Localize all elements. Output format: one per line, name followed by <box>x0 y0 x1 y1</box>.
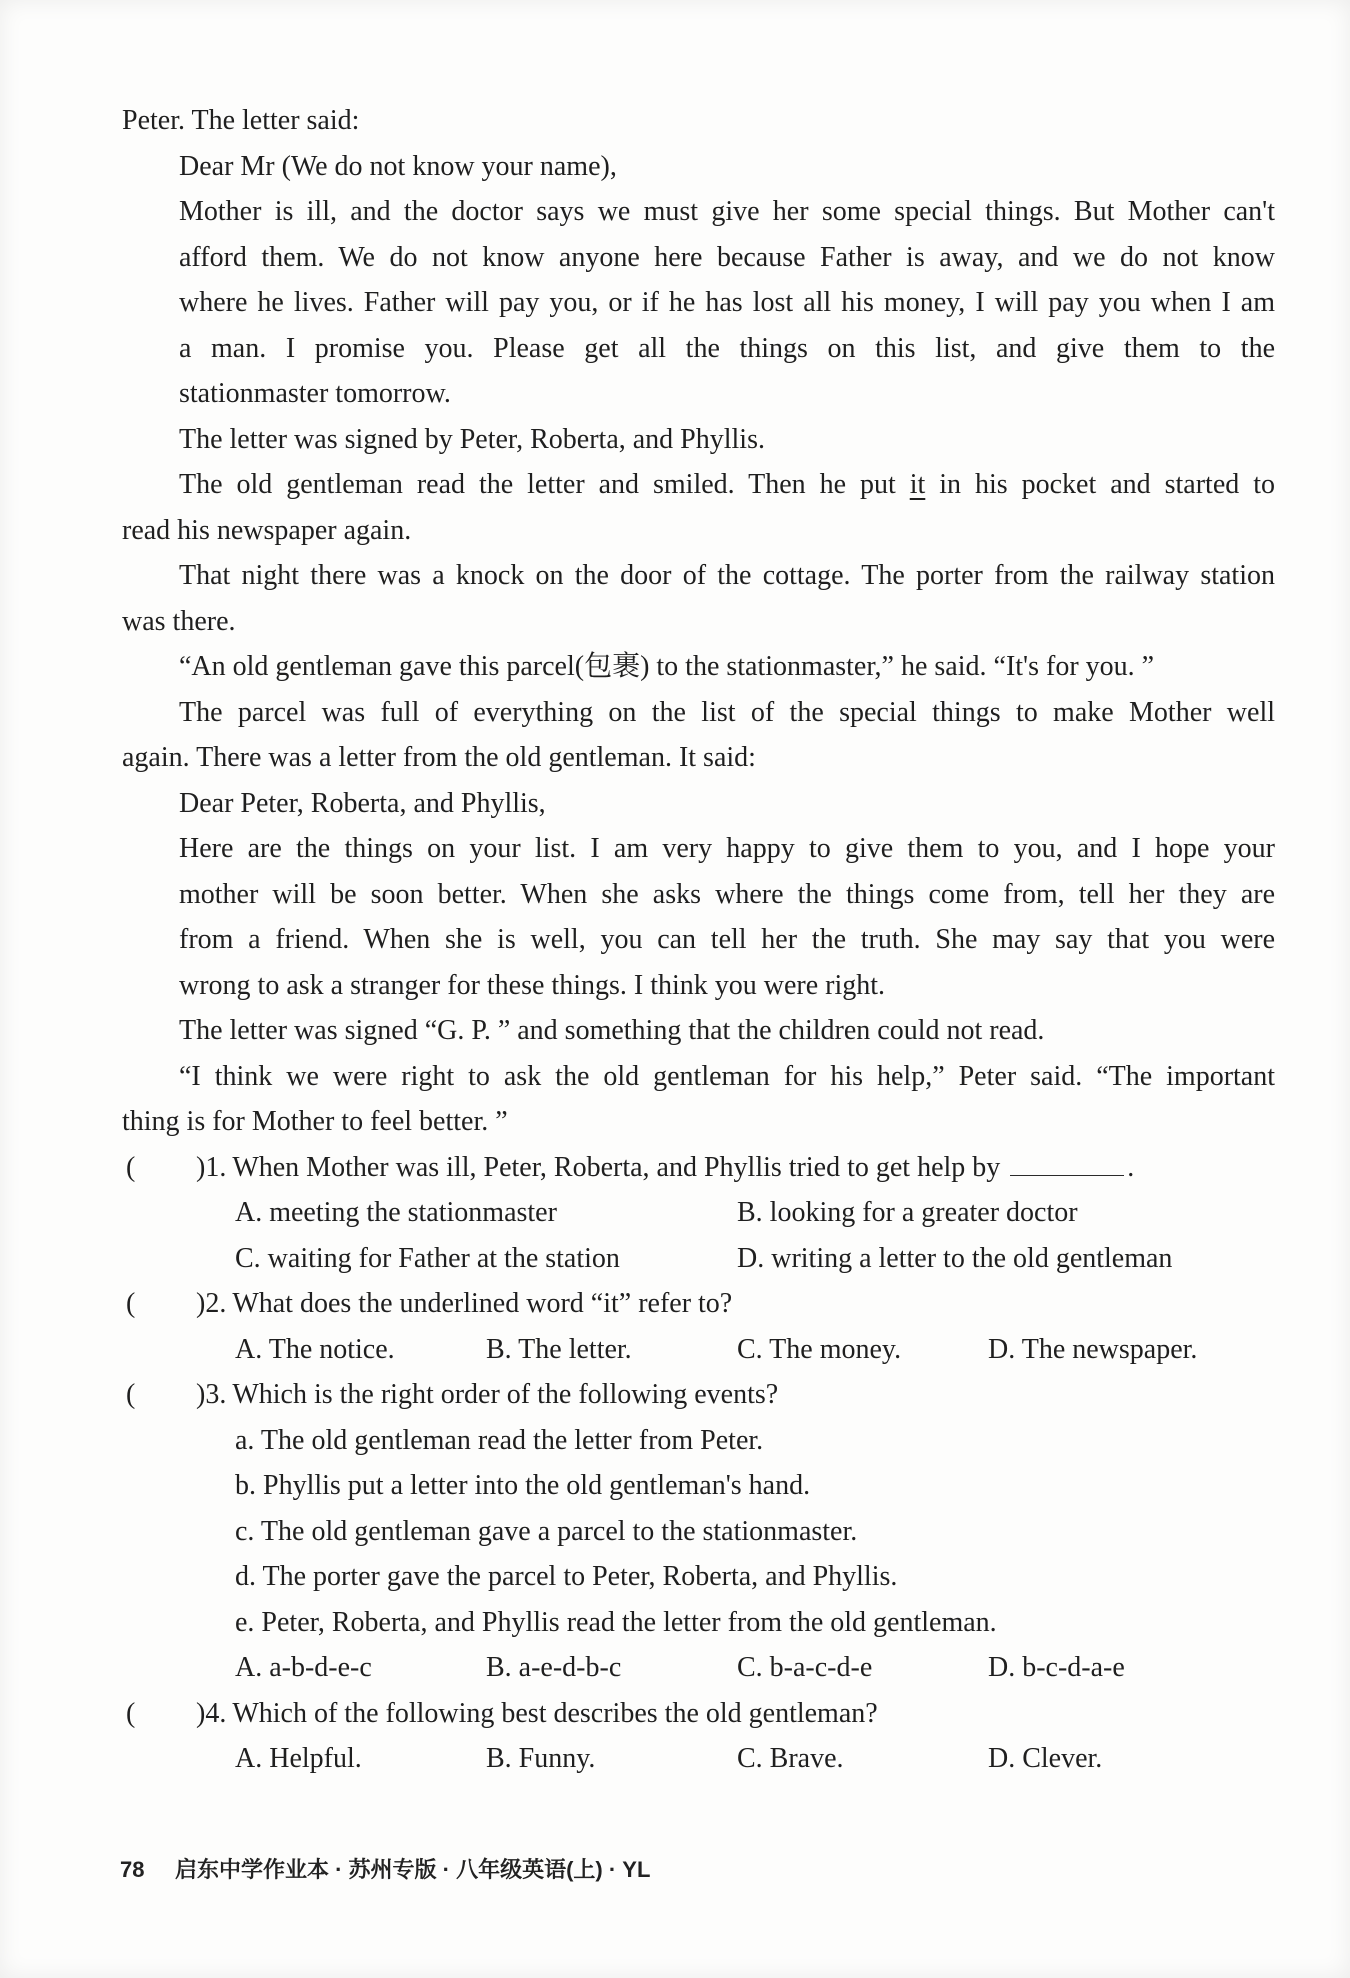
answer-bracket-close: ) <box>196 1288 206 1319</box>
options-row <box>0 1327 1350 1373</box>
event-item: c. The old gentleman gave a parcel to the stationmaster. <box>235 1515 858 1547</box>
letter-salutation: Dear Peter, Roberta, and Phyllis, <box>179 787 546 819</box>
passage-line: The letter was signed “G. P. ” and something that the children could not read. <box>179 1015 1045 1046</box>
question-number: 3. <box>205 1379 227 1410</box>
question-1 <box>0 1145 1350 1191</box>
passage-line: again. There was a letter from the old gentleman. It said: <box>122 742 756 773</box>
question-stem: Which of the following best describes the old gentleman? <box>232 1697 878 1729</box>
question-body <box>196 1372 778 1418</box>
passage-line: The parcel was full of everything on the list of the special things to make Mother well <box>179 696 1275 728</box>
event-item: d. The porter gave the parcel to Peter, Roberta, and Phyllis. <box>235 1561 898 1592</box>
question-2 <box>0 1281 1350 1327</box>
option-a: A. The notice. <box>235 1333 395 1365</box>
passage-line: wrong to ask a stranger for these things. I think you were right. <box>179 969 886 1001</box>
footer-title: 启东中学作业本 · 苏州专版 · 八年级英语(上) · YL <box>175 1857 651 1882</box>
passage-line: “I think we were right to ask the old gentleman for his help,” Peter said. “The important <box>179 1060 1275 1092</box>
option-d: D. Clever. <box>988 1743 1103 1774</box>
event-item: e. Peter, Roberta, and Phyllis read the letter from the old gentleman. <box>235 1606 997 1638</box>
passage-line: a man. I promise you. Please get all the things on this list, and give them to the <box>179 332 1275 364</box>
option-c: C. The money. <box>737 1333 902 1365</box>
passage-line: read his newspaper again. <box>122 514 412 546</box>
question-stem: What does the underlined word “it” refer to? <box>232 1288 733 1319</box>
answer-bracket: ( <box>126 1697 136 1729</box>
passage-and-questions <box>0 98 1350 1782</box>
page-footer <box>120 1852 650 1888</box>
option-a: A. a-b-d-e-c <box>235 1652 372 1683</box>
question-number: 2. <box>205 1288 227 1319</box>
answer-bracket: ( <box>126 1151 136 1183</box>
answer-blank <box>1010 1149 1124 1176</box>
option-b: B. Funny. <box>486 1743 596 1774</box>
passage-line: thing is for Mother to feel better. ” <box>122 1106 508 1137</box>
passage-line: from a friend. When she is well, you can tell her the truth. She may say that you were <box>179 924 1275 955</box>
answer-bracket-close: ) <box>196 1697 206 1729</box>
option-b: B. a-e-d-b-c <box>486 1652 622 1683</box>
option-b: B. The letter. <box>486 1333 632 1365</box>
answer-bracket-close: ) <box>196 1379 206 1410</box>
question-number: 1. <box>205 1151 227 1183</box>
question-end-punctuation: . <box>1127 1151 1135 1183</box>
option-d: D. b-c-d-a-e <box>988 1652 1125 1683</box>
passage-line: was there. <box>122 605 236 637</box>
passage-line: “An old gentleman gave this parcel(包裹) to the stationmaster,” he said. “It's for you. ” <box>179 651 1155 682</box>
options-row <box>0 1645 1350 1691</box>
event-item: a. The old gentleman read the letter from Peter. <box>235 1424 764 1456</box>
option-d: D. writing a letter to the old gentleman <box>737 1242 1173 1274</box>
passage-line: Peter. The letter said: <box>122 105 360 136</box>
passage-line: afford them. We do not know anyone here because Father is away, and we do not know <box>179 241 1275 273</box>
answer-bracket-close: ) <box>196 1151 206 1183</box>
question-3 <box>0 1372 1350 1418</box>
question-stem: Which is the right order of the following events? <box>232 1379 779 1410</box>
passage-line: Here are the things on your list. I am very happy to give them to you, and I hope your <box>179 833 1275 864</box>
option-c: C. Brave. <box>737 1743 844 1774</box>
option-b: B. looking for a greater doctor <box>737 1197 1078 1228</box>
option-a: A. meeting the stationmaster <box>235 1197 557 1228</box>
passage-line: The letter was signed by Peter, Roberta, and Phyllis. <box>179 423 765 455</box>
option-a: A. Helpful. <box>235 1743 362 1774</box>
question-4 <box>0 1691 1350 1737</box>
option-d: D. The newspaper. <box>988 1333 1198 1365</box>
question-body <box>196 1691 878 1737</box>
options-row <box>0 1190 1350 1236</box>
line-text: The old gentleman read the letter and smiled. Then he put <box>179 469 910 500</box>
page-number: 78 <box>120 1857 145 1882</box>
passage-line <box>0 462 1350 508</box>
question-body <box>196 1281 732 1327</box>
underlined-word: it <box>909 469 926 500</box>
option-c: C. b-a-c-d-e <box>737 1652 873 1683</box>
question-number: 4. <box>205 1697 227 1729</box>
passage-line: where he lives. Father will pay you, or if he has lost all his money, I will pay you when I am <box>179 287 1275 318</box>
answer-bracket: ( <box>126 1288 136 1319</box>
passage-line: mother will be soon better. When she asks where the things come from, tell her they are <box>179 878 1275 910</box>
line-text: in his pocket and started to <box>925 469 1275 500</box>
options-row <box>0 1736 1350 1782</box>
question-body <box>196 1145 1134 1191</box>
options-row <box>0 1236 1350 1282</box>
passage-line: Mother is ill, and the doctor says we must give her some special things. But Mother can't <box>179 196 1275 227</box>
event-item: b. Phyllis put a letter into the old gentleman's hand. <box>235 1470 811 1501</box>
passage-line: stationmaster tomorrow. <box>179 378 451 409</box>
question-stem: When Mother was ill, Peter, Roberta, and Phyllis tried to get help by <box>232 1151 1001 1183</box>
answer-bracket: ( <box>126 1379 136 1410</box>
letter-salutation: Dear Mr (We do not know your name), <box>179 150 617 182</box>
passage-line: That night there was a knock on the door of the cottage. The porter from the railway station <box>179 560 1275 591</box>
option-c: C. waiting for Father at the station <box>235 1242 620 1274</box>
